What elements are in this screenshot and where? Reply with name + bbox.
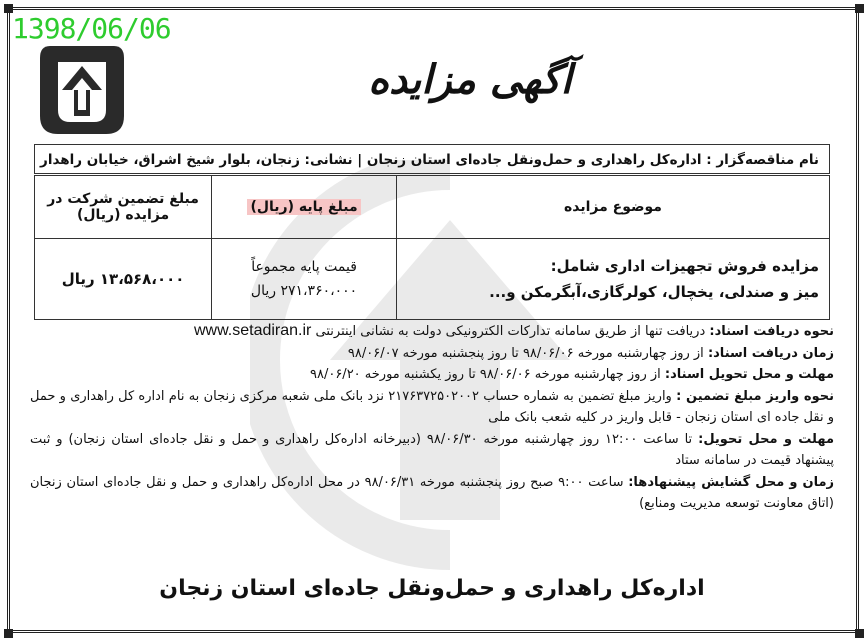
header-guarantee: مبلغ تضمین شرکت در مزایده (ریال): [35, 176, 212, 239]
footer-organization: اداره‌کل راهداری و حمل‌ونقل جاده‌ای استان زنجان: [159, 576, 705, 601]
organizer-line: نام مناقصه‌گزار : اداره‌کل راهداری و حمل‌ونقل جاده‌ای استان زنجان | نشانی: زنجان، بلوار شیخ اشراق، خیابان راهدار: [34, 144, 830, 174]
detail-text: ساعت ۹:۰۰ صبح روز پنجشنبه مورخه ۹۸/۰۶/۳۱ در محل اداره‌کل راهداری و حمل و نقل جاده‌ای استان زنجان (اتاق معاونت توسعه مدیریت ومنابع): [30, 474, 834, 511]
details-section: [30, 320, 834, 515]
base-price-line-2: ۲۷۱،۳۶۰،۰۰۰ ریال: [250, 283, 358, 299]
corner-ornament: [855, 4, 864, 13]
subject-line-1: مزایده فروش تجهیزات اداری شامل:: [550, 257, 819, 275]
date-stamp: 1398/06/06: [12, 12, 171, 45]
detail-text: تا ساعت ۱۲:۰۰ روز چهارشنبه مورخه ۹۸/۰۶/۳۰ (دبیرخانه اداره‌کل راهداری و حمل و نقل جاده‌ای استان زنجان) و ثبت پیشنهاد قیمت در سامانه ستاد: [30, 431, 834, 468]
detail-guarantee: [30, 386, 834, 429]
table-header-row: [35, 176, 830, 239]
detail-text: دریافت تنها از طریق سامانه تدارکات الکترونیکی دولت به نشانی اینترنتی: [315, 324, 706, 339]
page-title: آگهی مزایده: [368, 56, 572, 103]
detail-receive-method: [30, 320, 834, 343]
cell-base-price: [212, 239, 397, 320]
detail-text: از روز چهارشنبه مورخه ۹۸/۰۶/۰۶ تا روز یکشنبه مورخه ۹۸/۰۶/۲۰: [310, 367, 661, 382]
cell-guarantee: ۱۳،۵۶۸،۰۰۰ ریال: [35, 239, 212, 320]
auction-table: [34, 175, 830, 320]
subject-line-2: میز و صندلی، یخچال، کولرگازی،آبگرمکن و...: [489, 283, 819, 301]
detail-deadline: [30, 364, 834, 386]
corner-ornament: [855, 629, 864, 638]
road-authority-logo-icon: [36, 38, 128, 138]
table-row: [35, 239, 830, 320]
base-price-line-1: قیمت پایه مجموعاً: [251, 259, 357, 275]
base-price-label: مبلغ پایه (ریال): [247, 199, 360, 215]
header-subject: موضوع مزایده: [396, 176, 829, 239]
detail-delivery: [30, 429, 834, 472]
detail-label: نحوه دریافت اسناد:: [709, 324, 834, 339]
detail-text: از روز چهارشنبه مورخه ۹۸/۰۶/۰۶ تا روز پنجشنبه مورخه ۹۸/۰۶/۰۷: [347, 345, 704, 361]
detail-label: مهلت و محل تحویل اسناد:: [664, 367, 834, 382]
detail-label: مهلت و محل تحویل:: [698, 431, 834, 447]
detail-label: زمان و محل گشایش پیشنهادها:: [628, 474, 834, 490]
header-base-price: [212, 176, 397, 239]
detail-text: واریز مبلغ تضمین به شماره حساب ۲۱۷۶۳۷۲۵۰۲۰۰۲ نزد بانک ملی شعبه مرکزی زنجان به نام اداره کل راهداری و حمل و نقل جاده ای استان زنجان - قابل واریز در کلیه شعب بانک ملی: [30, 388, 834, 425]
cell-subject: [396, 239, 829, 320]
website-link[interactable]: www.setadiran.ir: [194, 322, 312, 339]
detail-label: نحوه واریز مبلغ تضمین :: [676, 388, 835, 404]
corner-ornament: [4, 629, 13, 638]
detail-receive-time: [30, 343, 834, 365]
detail-opening: [30, 472, 834, 515]
detail-label: زمان دریافت اسناد:: [707, 345, 834, 361]
